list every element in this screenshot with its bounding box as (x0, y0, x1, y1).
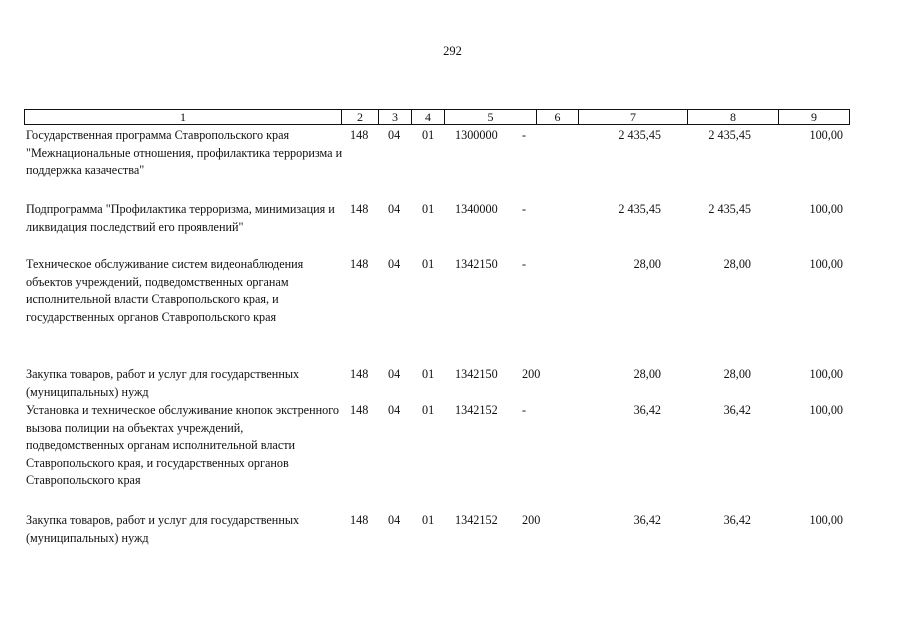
row-col-4: 01 (422, 403, 435, 417)
page-number: 292 (443, 44, 462, 58)
row-col-6: 200 (522, 513, 541, 527)
row-col-6: - (522, 202, 527, 216)
row-col-2: 148 (350, 257, 369, 271)
row-col-6: 200 (522, 367, 541, 381)
row-col-2: 148 (350, 403, 369, 417)
row-col-5: 1342150 (455, 257, 498, 271)
row-col-3: 04 (388, 257, 401, 271)
row-col-9: 100,00 (809, 128, 843, 142)
row-name: Закупка товаров, работ и услуг для государственных (муниципальных) нужд (26, 367, 300, 399)
row-col-6: - (522, 128, 527, 142)
row-col-9: 100,00 (809, 367, 843, 381)
row-col-5: 1342152 (455, 403, 498, 417)
row-col-4: 01 (422, 257, 435, 271)
row-col-7: 28,00 (633, 257, 661, 271)
header-col-5: 5 (444, 109, 537, 125)
header-col-4: 4 (411, 109, 445, 125)
row-col-9: 100,00 (809, 513, 843, 527)
row-col-3: 04 (388, 367, 401, 381)
row-col-2: 148 (350, 513, 369, 527)
row-col-8: 2 435,45 (708, 128, 751, 142)
row-col-2: 148 (350, 202, 369, 216)
row-col-7: 36,42 (633, 403, 661, 417)
row-col-3: 04 (388, 202, 401, 216)
row-col-2: 148 (350, 367, 369, 381)
row-col-2: 148 (350, 128, 369, 142)
row-col-5: 1340000 (455, 202, 498, 216)
row-name: Государственная программа Ставропольского края "Межнациональные отношения, профилактика терроризма и поддержка казачества" (26, 128, 343, 178)
row-col-6: - (522, 403, 527, 417)
row-col-4: 01 (422, 128, 435, 142)
row-col-8: 28,00 (723, 257, 751, 271)
row-col-4: 01 (422, 367, 435, 381)
header-col-6: 6 (536, 109, 579, 125)
row-col-8: 2 435,45 (708, 202, 751, 216)
row-name: Закупка товаров, работ и услуг для государственных (муниципальных) нужд (26, 513, 300, 545)
row-col-5: 1300000 (455, 128, 498, 142)
row-col-3: 04 (388, 403, 401, 417)
header-col-3: 3 (378, 109, 412, 125)
row-col-6: - (522, 257, 527, 271)
row-col-7: 28,00 (633, 367, 661, 381)
row-col-5: 1342152 (455, 513, 498, 527)
header-col-8: 8 (687, 109, 779, 125)
row-name: Подпрограмма "Профилактика терроризма, минимизация и ликвидация последствий его проявлений" (26, 202, 335, 234)
row-col-3: 04 (388, 128, 401, 142)
header-col-1: 1 (24, 109, 342, 125)
row-col-5: 1342150 (455, 367, 498, 381)
row-col-9: 100,00 (809, 403, 843, 417)
row-col-7: 36,42 (633, 513, 661, 527)
row-col-8: 28,00 (723, 367, 751, 381)
header-col-9: 9 (778, 109, 850, 125)
row-name: Техническое обслуживание систем видеонаблюдения объектов учреждений, подведомственных органам исполнительной власти Ставропольского края, и государственных органов Ставропольского края (26, 257, 304, 324)
row-name: Установка и техническое обслуживание кнопок экстренного вызова полиции на объектах учреждений, подведомственных органам исполнительной власти Ставропольского края, и государственных органов Ставропольского края (26, 403, 340, 488)
row-col-3: 04 (388, 513, 401, 527)
row-col-8: 36,42 (723, 403, 751, 417)
row-col-8: 36,42 (723, 513, 751, 527)
row-col-9: 100,00 (809, 257, 843, 271)
row-col-7: 2 435,45 (618, 128, 661, 142)
row-col-9: 100,00 (809, 202, 843, 216)
header-col-7: 7 (578, 109, 688, 125)
row-col-4: 01 (422, 513, 435, 527)
row-col-4: 01 (422, 202, 435, 216)
header-col-2: 2 (341, 109, 379, 125)
row-col-7: 2 435,45 (618, 202, 661, 216)
